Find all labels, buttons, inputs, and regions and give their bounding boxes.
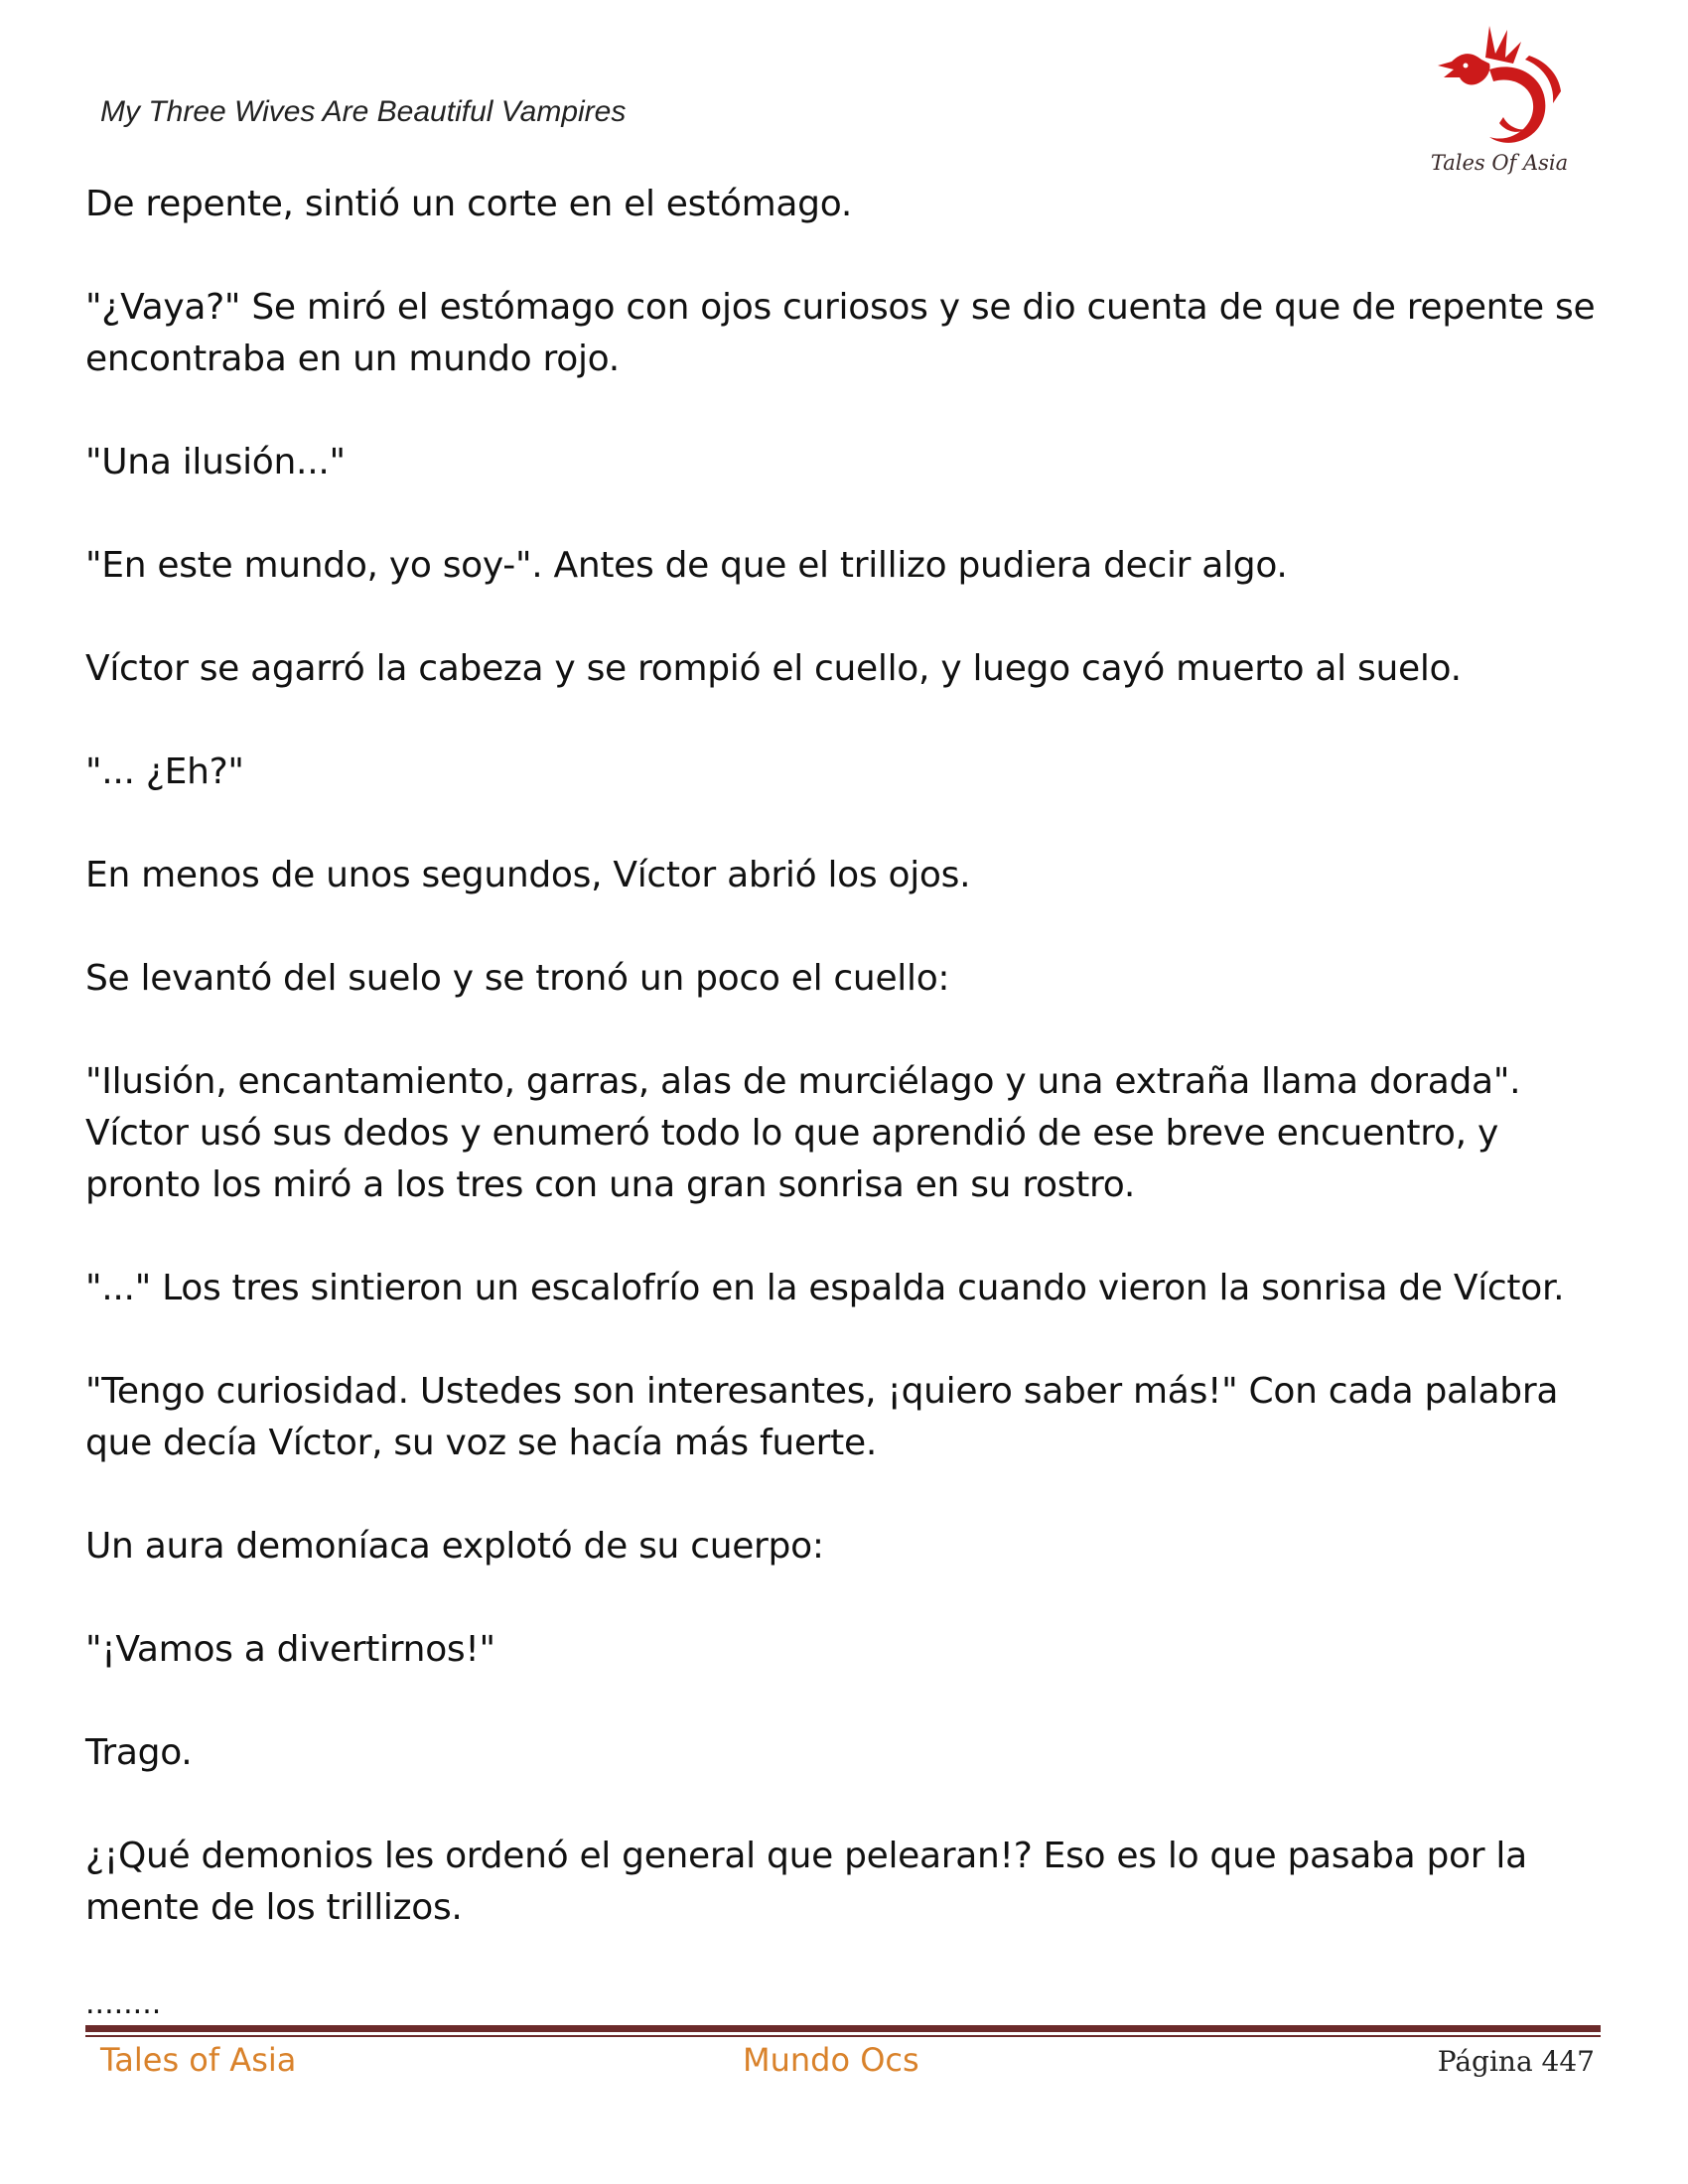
paragraph: "Tengo curiosidad. Ustedes son interesantes, ¡quiero saber más!" Con cada palabra que decía Víctor, su voz se hacía más fuerte.	[85, 1371, 1559, 1463]
footer-publisher: Tales of Asia	[100, 2041, 297, 2079]
footer-rule	[85, 2025, 1601, 2032]
paragraph: "Una ilusión..."	[85, 442, 346, 482]
section-break: ........	[85, 1986, 162, 2021]
footer-source: Mundo Ocs	[743, 2041, 919, 2079]
logo-text: Tales Of Asia	[1430, 151, 1569, 175]
paragraph: Trago.	[85, 1732, 193, 1773]
paragraph: ¿¡Qué demonios les ordenó el general que pelearan!? Eso es lo que pasaba por la mente de los trillizos.	[85, 1836, 1527, 1928]
footer-rule-thin	[85, 2035, 1601, 2037]
paragraph: Víctor se agarró la cabeza y se rompió el cuello, y luego cayó muerto al suelo.	[85, 648, 1462, 689]
paragraph: Se levantó del suelo y se tronó un poco el cuello:	[85, 958, 950, 999]
book-title: My Three Wives Are Beautiful Vampires	[100, 95, 627, 128]
paragraph: "..." Los tres sintieron un escalofrío en la espalda cuando vieron la sonrisa de Víctor.	[85, 1268, 1565, 1308]
paragraph: De repente, sintió un corte en el estómago.	[85, 184, 852, 224]
paragraph: "En este mundo, yo soy-". Antes de que el trillizo pudiera decir algo.	[85, 545, 1288, 586]
paragraph: "Ilusión, encantamiento, garras, alas de murciélago y una extraña llama dorada". Víctor usó sus dedos y enumeró todo lo que aprendió de ese breve encuentro, y pronto los miró a los tres con una gran sonrisa en su rostro.	[85, 1061, 1521, 1205]
paragraph: En menos de unos segundos, Víctor abrió los ojos.	[85, 855, 971, 895]
chapter-body	[85, 179, 1615, 1985]
tales-of-asia-logo	[1430, 20, 1569, 179]
paragraph: Un aura demoníaca explotó de su cuerpo:	[85, 1526, 824, 1567]
paragraph: "¿Vaya?" Se miró el estómago con ojos curiosos y se dio cuenta de que de repente se encontraba en un mundo rojo.	[85, 287, 1596, 379]
paragraph: "¡Vamos a divertirnos!"	[85, 1629, 495, 1670]
page-number: Página 447	[1437, 2045, 1595, 2078]
dragon-icon	[1430, 20, 1569, 159]
paragraph: "... ¿Eh?"	[85, 751, 244, 792]
